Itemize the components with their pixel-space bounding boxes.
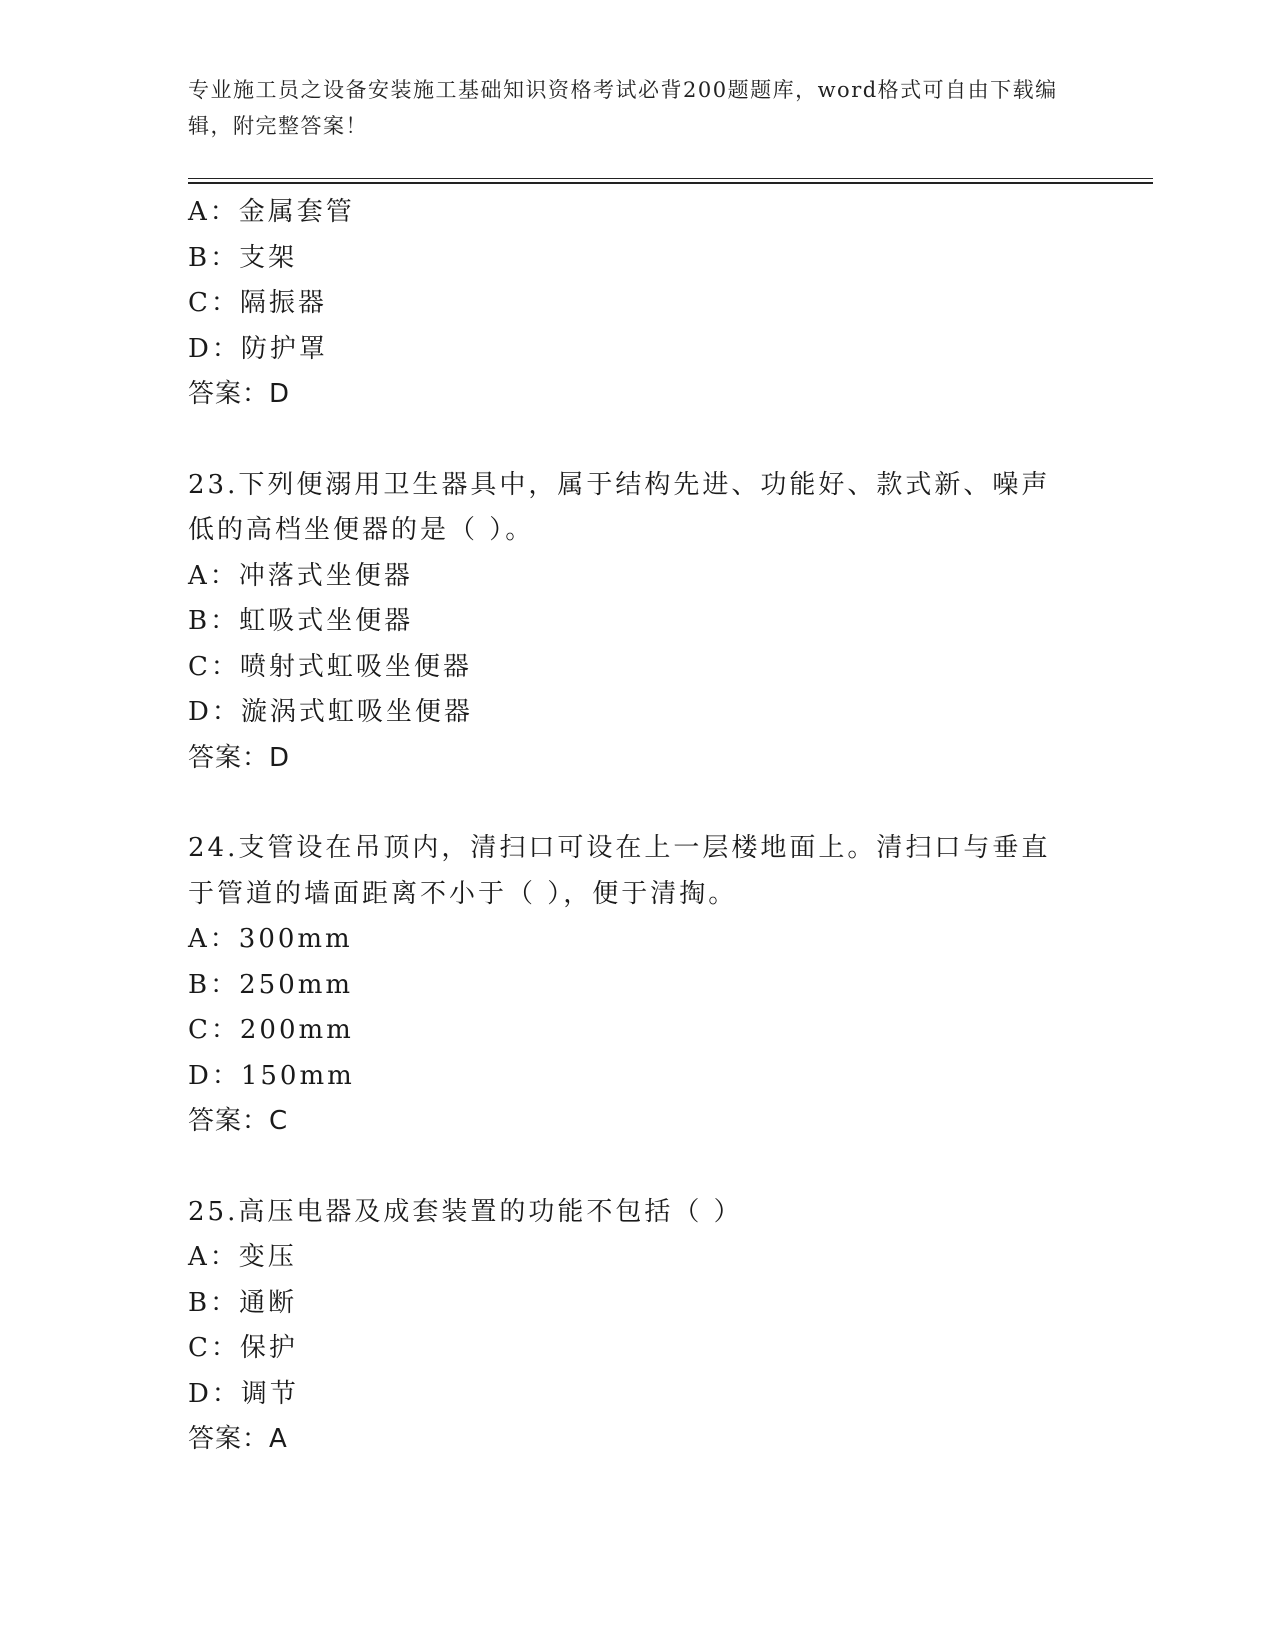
- question-block-22: [188, 190, 1088, 418]
- header-rule-thin: [188, 178, 1153, 179]
- answer: 答案：D: [188, 742, 291, 773]
- option-a: A：300mm: [188, 924, 353, 954]
- option-d: D：防护罩: [188, 333, 328, 364]
- question-block-25: [188, 1190, 1088, 1463]
- spacer: [188, 1145, 1088, 1190]
- option-b: B：虹吸式坐便器: [188, 606, 414, 636]
- option-d: D：漩涡式虹吸坐便器: [188, 697, 473, 727]
- option-b: B：250mm: [188, 969, 354, 1000]
- document-header: 专业施工员之设备安装施工基础知识资格考试必背200题题库，word格式可自由下载编辑，附完整答案！: [188, 78, 1058, 138]
- answer: 答案：C: [188, 1106, 289, 1136]
- header-rule-thick: [188, 182, 1153, 184]
- option-b: B：支架: [188, 242, 298, 273]
- answer: 答案：A: [188, 1424, 288, 1454]
- option-d: D：150mm: [188, 1060, 355, 1091]
- question-stem: 23.下列便溺用卫生器具中，属于结构先进、功能好、款式新、噪声低的高档坐便器的是（ ）。: [188, 469, 1051, 545]
- option-a: A：金属套管: [188, 197, 355, 227]
- spacer: [188, 418, 1088, 463]
- option-a: A：冲落式坐便器: [188, 560, 413, 591]
- option-c: C：喷射式虹吸坐便器: [188, 651, 472, 682]
- option-d: D：调节: [188, 1378, 299, 1409]
- option-c: C：200mm: [188, 1015, 354, 1045]
- answer: 答案：D: [188, 379, 291, 409]
- question-list: [188, 190, 1088, 1463]
- question-stem: 24.支管设在吊顶内，清扫口可设在上一层楼地面上。清扫口与垂直于管道的墙面距离不小于（ ），便于清掏。: [188, 833, 1051, 909]
- option-c: C：保护: [188, 1333, 298, 1363]
- spacer: [188, 781, 1088, 826]
- question-block-23: [188, 463, 1088, 782]
- question-block-24: [188, 826, 1088, 1145]
- option-a: A：变压: [188, 1242, 297, 1272]
- question-stem: 25.高压电器及成套装置的功能不包括（ ）: [188, 1196, 743, 1227]
- option-b: B：通断: [188, 1287, 298, 1318]
- option-c: C：隔振器: [188, 288, 327, 318]
